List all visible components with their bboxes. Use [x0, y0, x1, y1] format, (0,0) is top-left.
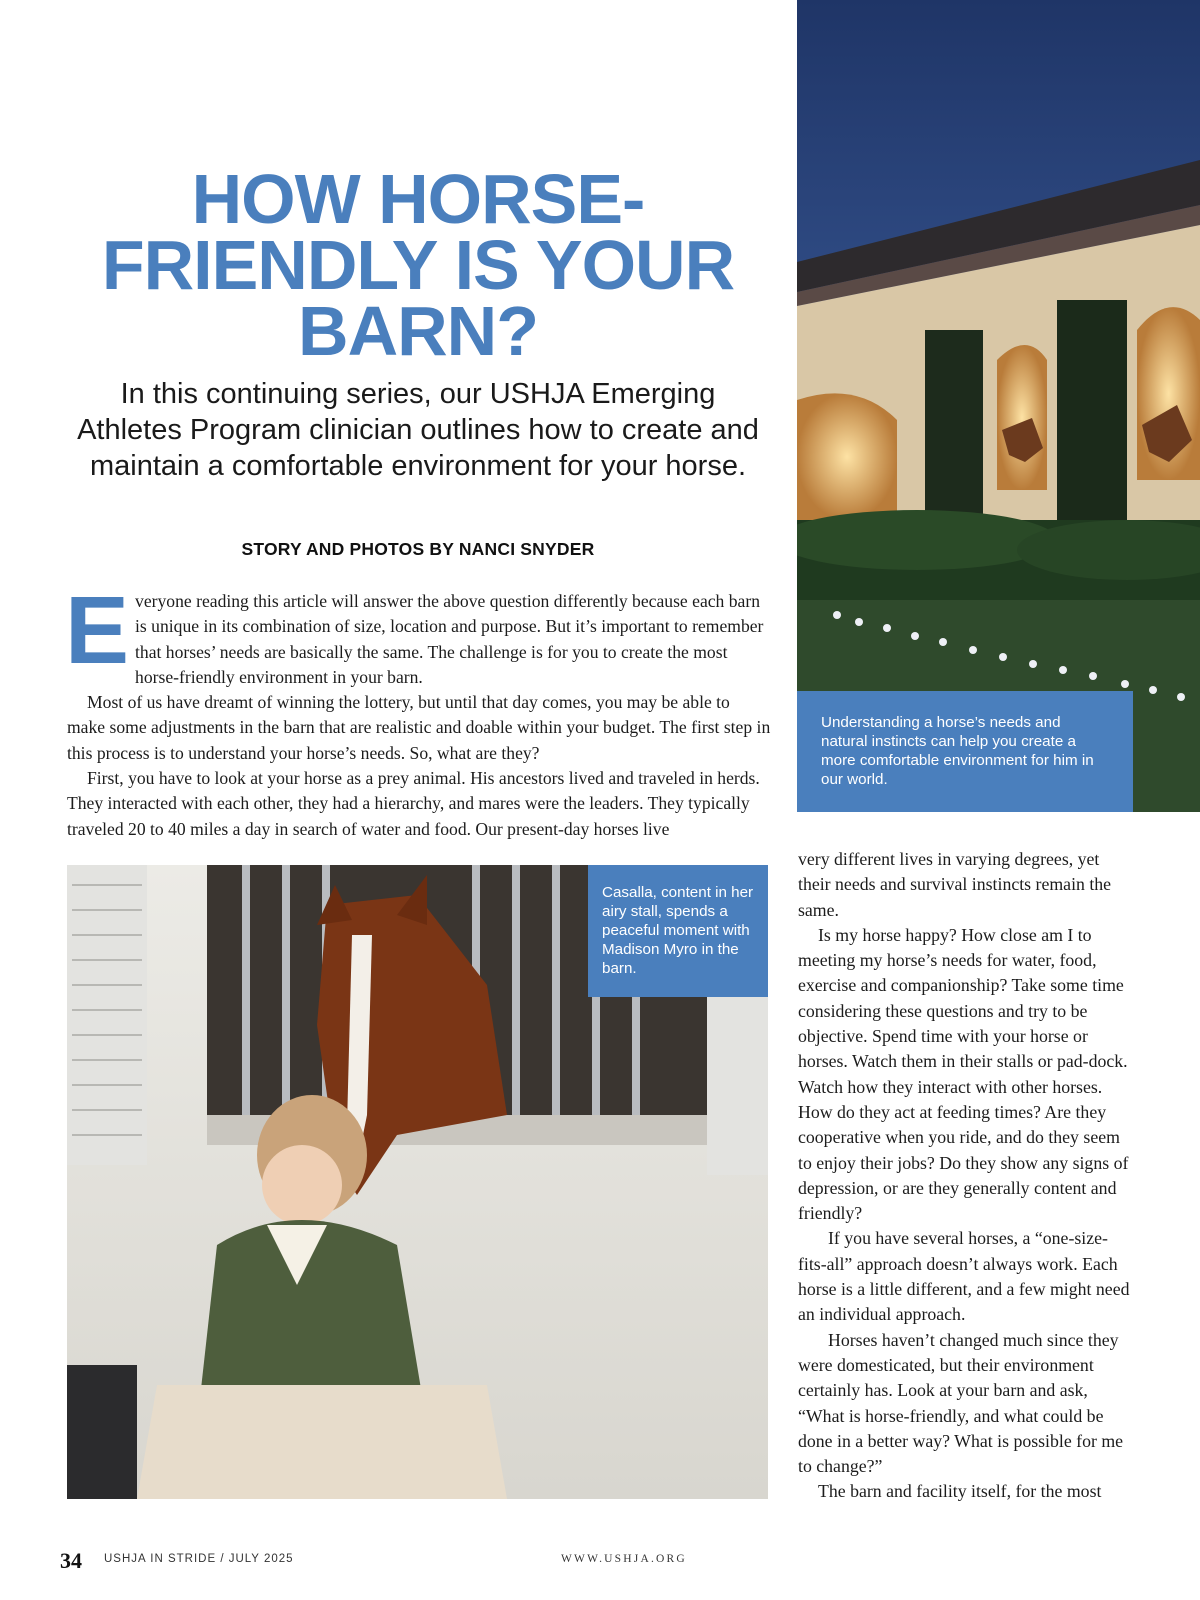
stall-photo-caption: Casalla, content in her airy stall, spends a peaceful moment with Madison Myro in the barn. — [588, 865, 768, 997]
article-title: HOW HORSE-FRIENDLY IS YOUR BARN? — [101, 160, 735, 370]
body-paragraph-6: If you have several horses, a “one-size-fits-all” approach doesn’t always work. Each horse is a little different, and a few might need an individual approach. — [798, 1228, 1130, 1325]
body-paragraph-7: Horses haven’t changed much since they were domesticated, but their environment certainly has. Look at your barn and ask, “What is horse-friendly, and what could be done in a better way? What is possible for me to change?” — [798, 1329, 1124, 1477]
magazine-issue: USHJA IN STRIDE / JULY 2025 — [104, 1553, 294, 1565]
body-paragraph-4: very different lives in varying degrees, yet their needs and survival instincts remain the same. — [798, 849, 1112, 920]
body-left-column — [65, 577, 772, 842]
body-paragraph-1 — [65, 577, 772, 690]
body-paragraph-2: Most of us have dreamt of winning the lottery, but until that day comes, you may be able to make some adjustments in the barn that are realistic and doable within your budget. The first step in this process is to understand your horse’s needs. So, what are they? — [67, 692, 771, 763]
article-subtitle: In this continuing series, our USHJA Emerging Athletes Program clinician outlines how to create and maintain a comfortable environment for your horse. — [77, 378, 759, 482]
drop-cap: E — [65, 577, 130, 684]
body-right-column — [798, 847, 1132, 1505]
byline: STORY AND PHOTOS BY NANCI SNYDER — [241, 539, 595, 559]
page-number: 34 — [60, 1548, 82, 1573]
body-paragraph-3: First, you have to look at your horse as a prey animal. His ancestors lived and traveled in herds. They interacted with each other, they had a hierarchy, and mares were the leaders. They typically traveled 20 to 40 miles a day in search of water and food. Our present-day horses live — [67, 768, 760, 839]
paragraph-text: veryone reading this article will answer the above question differently because each barn is unique in its combination of size, location and purpose. But it’s important to remember that horses’ needs are basically the same. The challenge is for you to create the most horse-friendly environment in your barn. — [135, 591, 764, 687]
body-paragraph-5: Is my horse happy? How close am I to meeting my horse’s needs for water, food, exercise and companionship? Take some time considering these questions and try to be objective. Spend time with your horse or horses. Watch them in their stalls or pad-dock. Watch how they interact with other horses. How do they act at feeding times? Are they cooperative when you ride, and do they seem to enjoy their jobs? Do they show any signs of depression, or are they generally content and friendly? — [798, 924, 1129, 1224]
website-url: WWW.USHJA.ORG — [561, 1553, 687, 1565]
barn-photo-caption: Understanding a horse’s needs and natural instincts can help you create a more comfortable environment for him in our world. — [797, 691, 1133, 812]
body-paragraph-8: The barn and facility itself, for the most — [818, 1481, 1102, 1502]
